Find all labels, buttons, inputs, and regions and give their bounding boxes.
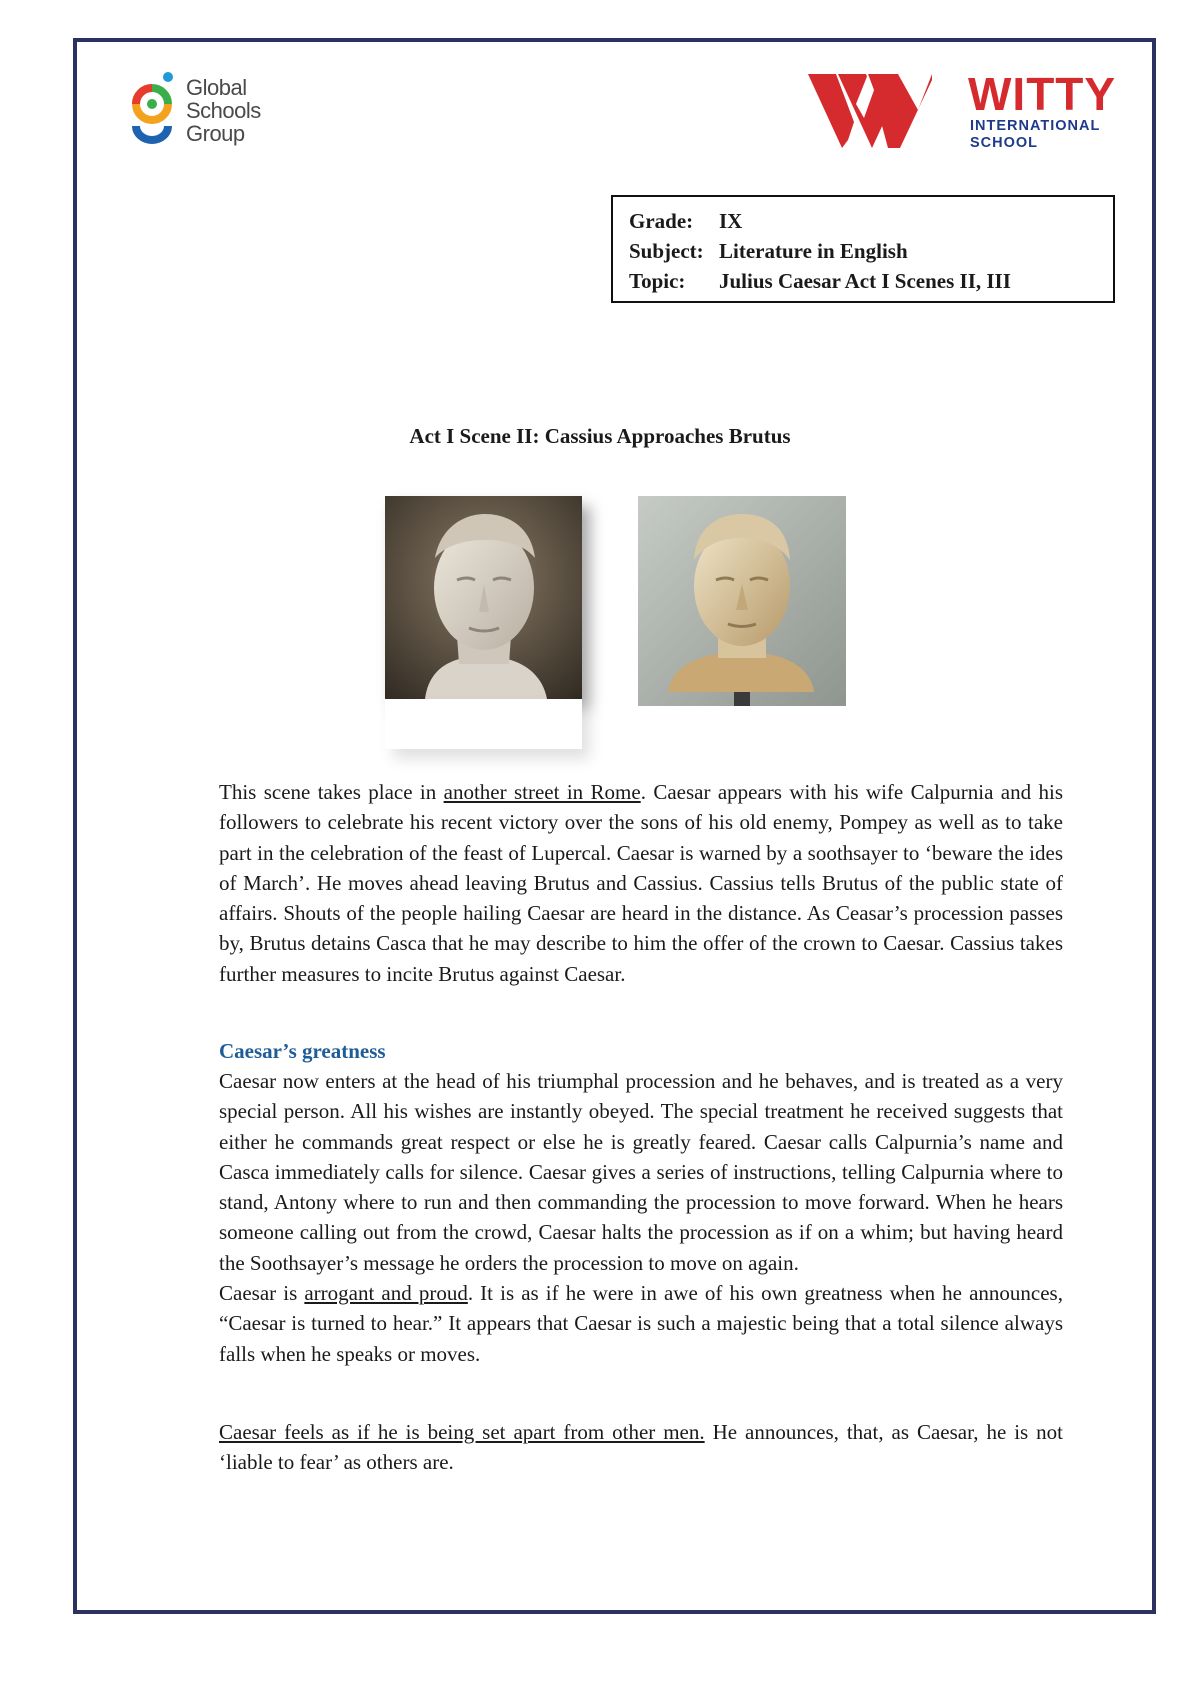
grade-label: Grade: bbox=[629, 209, 694, 233]
subject-value: Literature in English bbox=[719, 239, 908, 263]
topic-row bbox=[629, 266, 1097, 296]
witty-logo bbox=[808, 70, 1118, 154]
grade-value: IX bbox=[719, 209, 743, 233]
para2-text: Caesar now enters at the head of his triumphal procession and he behaves, and is treated as a very special person. All his wishes are instantly obeyed. The special treatment he received suggests that either he commands great respect or else he is greatly feared. Caesar calls Calpurnia’s name and Casca immediately calls for silence. Caesar gives a series of instructions, telling Calpurnia where to stand, Antony where to run and then commanding the procession to move forward. When he hears someone calling out from the crowd, Caesar halts the procession as if on a whim; but having heard the Soothsayer’s message he orders the procession to move on again. bbox=[219, 1069, 1063, 1275]
para4-underlined: Caesar feels as if he is being set apart from other men. bbox=[219, 1420, 705, 1444]
gsg-wordmark bbox=[186, 76, 261, 145]
scene-title: Act I Scene II: Cassius Approaches Brutus bbox=[409, 424, 791, 448]
topic-label: Topic: bbox=[629, 269, 686, 293]
witty-name: WITTY bbox=[968, 68, 1117, 120]
para1-underlined: another street in Rome bbox=[443, 780, 641, 804]
para4-text-b: He announces, that, as Caesar, he is not ‘liable to fear’ as others are. bbox=[219, 1420, 1063, 1475]
para3 bbox=[219, 1278, 1063, 1369]
cassius-bust-photo bbox=[385, 496, 582, 699]
photo-shadow-panel bbox=[385, 699, 582, 749]
para1-text-c: . Caesar appears with his wife Calpurnia and his followers to celebrate his recent victory over the sons of his old enemy, Pompey as well as to take part in the celebration of the feast of Lupercal. Caesar is warned by a soothsayer to ‘beware the ides of March’. He moves ahead leaving Brutus and Cassius. Cassius tells Brutus of the public state of affairs. Shouts of the people hailing Caesar are heard in the distance. As Ceasar’s procession passes by, Brutus detains Casca that he may describe to him the offer of the crown to Caesar. Cassius takes further measures to incite Brutus against Caesar. bbox=[219, 780, 1064, 986]
brutus-bust-photo bbox=[638, 496, 846, 706]
grade-row bbox=[629, 206, 1097, 236]
body-paragraph-4 bbox=[219, 1417, 1063, 1478]
section-heading: Caesar’s greatness bbox=[219, 1039, 386, 1063]
global-schools-group-logo bbox=[130, 68, 290, 152]
gsg-line-3: Group bbox=[186, 121, 245, 146]
para3-underlined: arrogant and proud bbox=[304, 1281, 468, 1306]
subject-row bbox=[629, 236, 1097, 266]
subject-label: Subject: bbox=[629, 239, 704, 263]
gsg-mark-icon bbox=[130, 68, 182, 152]
witty-w-icon bbox=[808, 70, 933, 150]
witty-sub-1: INTERNATIONAL bbox=[970, 118, 1101, 134]
topic-value: Julius Caesar Act I Scenes II, III bbox=[719, 269, 1011, 293]
body-paragraph-1 bbox=[219, 777, 1063, 989]
witty-sub-2: SCHOOL bbox=[970, 135, 1039, 151]
para3-text-a: Caesar is bbox=[219, 1281, 305, 1306]
witty-subtitle bbox=[970, 118, 1100, 152]
para3-text-c: . It is as if he were in awe of his own greatness when he announces, “Caesar is turned to hear.” It appears that Caesar is such a majestic being that a total silence always falls when he speaks or moves. bbox=[219, 1281, 1063, 1366]
body-paragraph-2 bbox=[219, 1066, 1063, 1369]
lesson-info-box bbox=[611, 195, 1115, 303]
para1-text-a: This scene takes place in bbox=[219, 780, 444, 804]
gsg-line-2: Schools bbox=[186, 98, 261, 123]
gsg-line-1: Global bbox=[186, 75, 247, 100]
